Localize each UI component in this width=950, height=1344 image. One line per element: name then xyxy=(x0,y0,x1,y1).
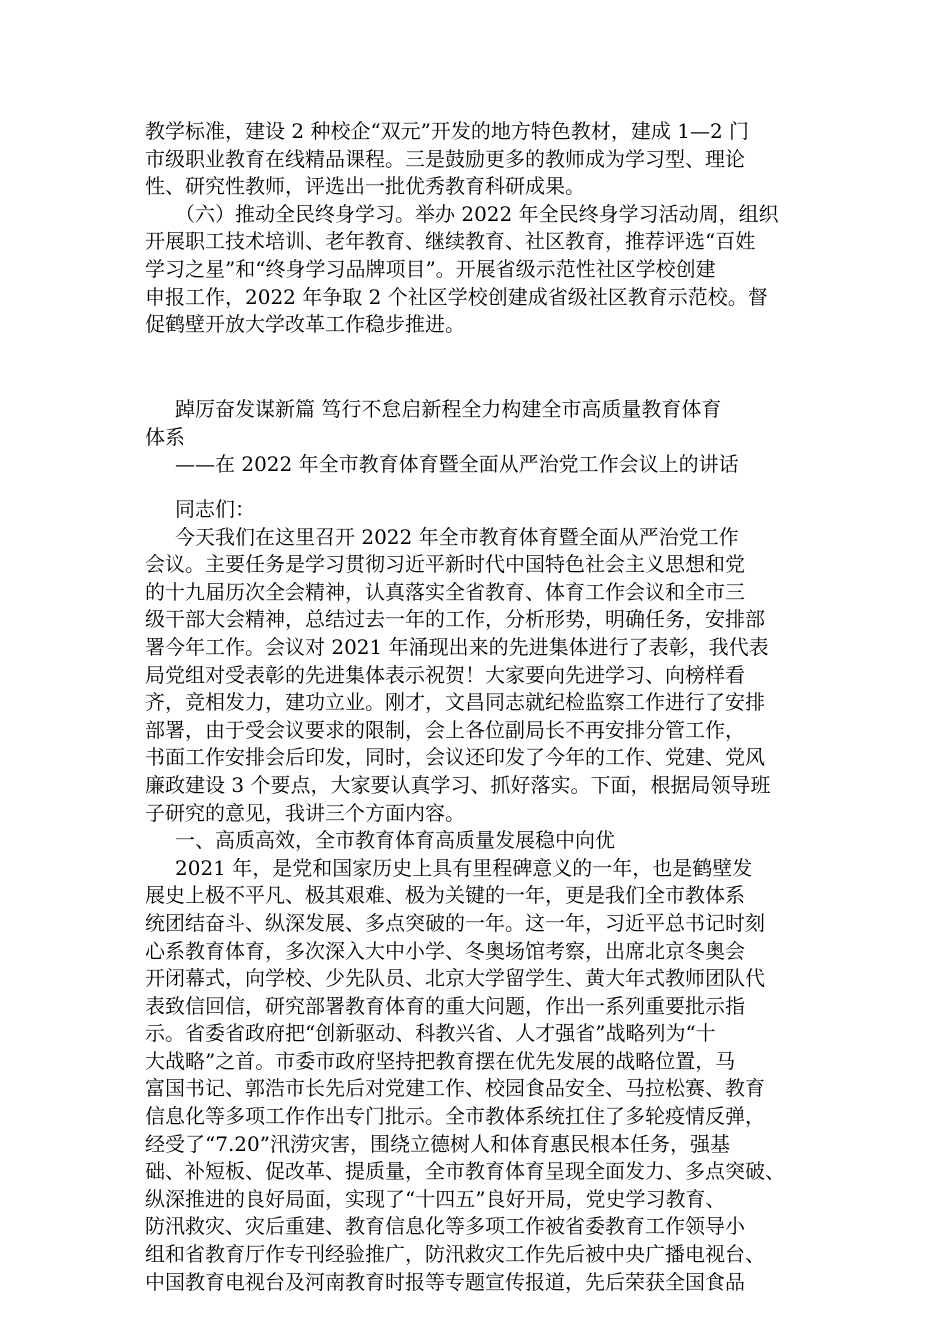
text-line: 开闭幕式，向学校、少先队员、北京大学留学生、黄大年式教师团队代 xyxy=(145,966,765,991)
text-line: 表致信回信，研究部署教育体育的重大问题，作出一系列重要批示指 xyxy=(145,993,745,1018)
title-line: 踔厉奋发谋新篇 笃行不怠启新程全力构建全市高质量教育体育 xyxy=(175,397,722,421)
text-line: 会议。主要任务是学习贯彻习近平新时代中国特色社会主义思想和党 xyxy=(145,552,745,577)
text-line: 齐，竞相发力，建功立业。刚才，文昌同志就纪检监察工作进行了安排 xyxy=(145,690,765,715)
text-line: 促鹤壁开放大学改革工作稳步推进。 xyxy=(145,312,465,337)
paragraph-heading-lifelong-learning: （六）推动全民终身学习。举办 2022 年全民终身学习活动周，组织 xyxy=(175,201,779,226)
subtitle: ——在 2022 年全市教育体育暨全面从严治党工作会议上的讲话 xyxy=(175,452,739,477)
text-line: 富国书记、郭浩市长先后对党建工作、校园食品安全、马拉松赛、教育 xyxy=(145,1076,765,1101)
text-line: 署今年工作。会议对 2021 年涌现出来的先进集体进行了表彰，我代表 xyxy=(145,634,769,659)
section-heading: 一、高质高效，全市教育体育高质量发展稳中向优 xyxy=(175,828,615,853)
text-line: 防汛救灾、灾后重建、教育信息化等多项工作被省委教育工作领导小 xyxy=(145,1214,745,1239)
text-line: 示。省委省政府把“创新驱动、科教兴省、人才强省”战略列为“十 xyxy=(145,1021,716,1046)
text-line: 部署，由于受会议要求的限制，会上各位副局长不再安排分管工作， xyxy=(145,717,745,742)
text-line: 的十九届历次全会精神，认真落实全省教育、体育工作会议和全市三 xyxy=(145,579,745,604)
text-line: 教学标准，建设 2 种校企“双元”开发的地方特色教材，建成 1—2 门 xyxy=(145,119,750,143)
text-line: 心系教育体育，多次深入大中小学、冬奥场馆考察，出席北京冬奥会 xyxy=(145,938,745,963)
text-line: 组和省教育厅作专刊经验推广，防汛救灾工作先后被中央广播电视台、 xyxy=(145,1242,765,1267)
text-line: 经受了“7.20”汛涝灾害，围绕立德树人和体育惠民根本任务，强基 xyxy=(145,1131,730,1156)
text-line: 局党组对受表彰的先进集体表示祝贺！大家要向先进学习、向榜样看 xyxy=(145,662,745,687)
text-line: 统团结奋斗、纵深发展、多点突破的一年。这一年，习近平总书记时刻 xyxy=(145,910,765,935)
text-line: 纵深推进的良好局面，实现了“十四五”良好开局，党史学习教育、 xyxy=(145,1186,726,1211)
text-line: 础、补短板、促改革、提质量，全市教育体育呈现全面发力、多点突破、 xyxy=(145,1159,785,1184)
text-line: 子研究的意见，我讲三个方面内容。 xyxy=(145,800,465,825)
text-line: 中国教育电视台及河南教育时报等专题宣传报道，先后荣获全国食品 xyxy=(145,1269,745,1294)
text-line: 申报工作，2022 年争取 2 个社区学校创建成省级社区教育示范校。督 xyxy=(145,284,768,309)
section-vocational-education xyxy=(145,118,805,339)
text-line: 书面工作安排会后印发，同时，会议还印发了今年的工作、党建、党风 xyxy=(145,745,765,770)
text-line: 学习之星”和“终身学习品牌项目”。开展省级示范性社区学校创建 xyxy=(145,256,716,281)
text-line: 性、研究性教师，评选出一批优秀教育科研成果。 xyxy=(145,174,585,199)
text-line: 展史上极不平凡、极其艰难、极为关键的一年，更是我们全市教体系 xyxy=(145,883,745,908)
text-line: 信息化等多项工作作出专门批示。全市教体系统扛住了多轮疫情反弹， xyxy=(145,1104,765,1129)
text-line: 级干部大会精神，总结过去一年的工作，分析形势，明确任务，安排部 xyxy=(145,607,765,632)
text-line: 2021 年，是党和国家历史上具有里程碑意义的一年，也是鹤壁发 xyxy=(175,855,753,880)
title-line: 体系 xyxy=(145,424,185,449)
text-line: 今天我们在这里召开 2022 年全市教育体育暨全面从严治党工作 xyxy=(175,524,739,549)
text-line: 廉政建设 3 个要点，大家要认真学习、抓好落实。下面，根据局领导班 xyxy=(145,772,771,797)
text-line: 市级职业教育在线精品课程。三是鼓励更多的教师成为学习型、理论 xyxy=(145,146,745,171)
speech-title xyxy=(145,396,805,479)
salutation: 同志们： xyxy=(175,497,255,521)
text-line: 开展职工技术培训、老年教育、继续教育、社区教育，推荐评选“百姓 xyxy=(145,229,756,254)
text-line: 大战略”之首。市委市政府坚持把教育摆在优先发展的战略位置，马 xyxy=(145,1048,736,1073)
speech-body xyxy=(145,496,805,1296)
